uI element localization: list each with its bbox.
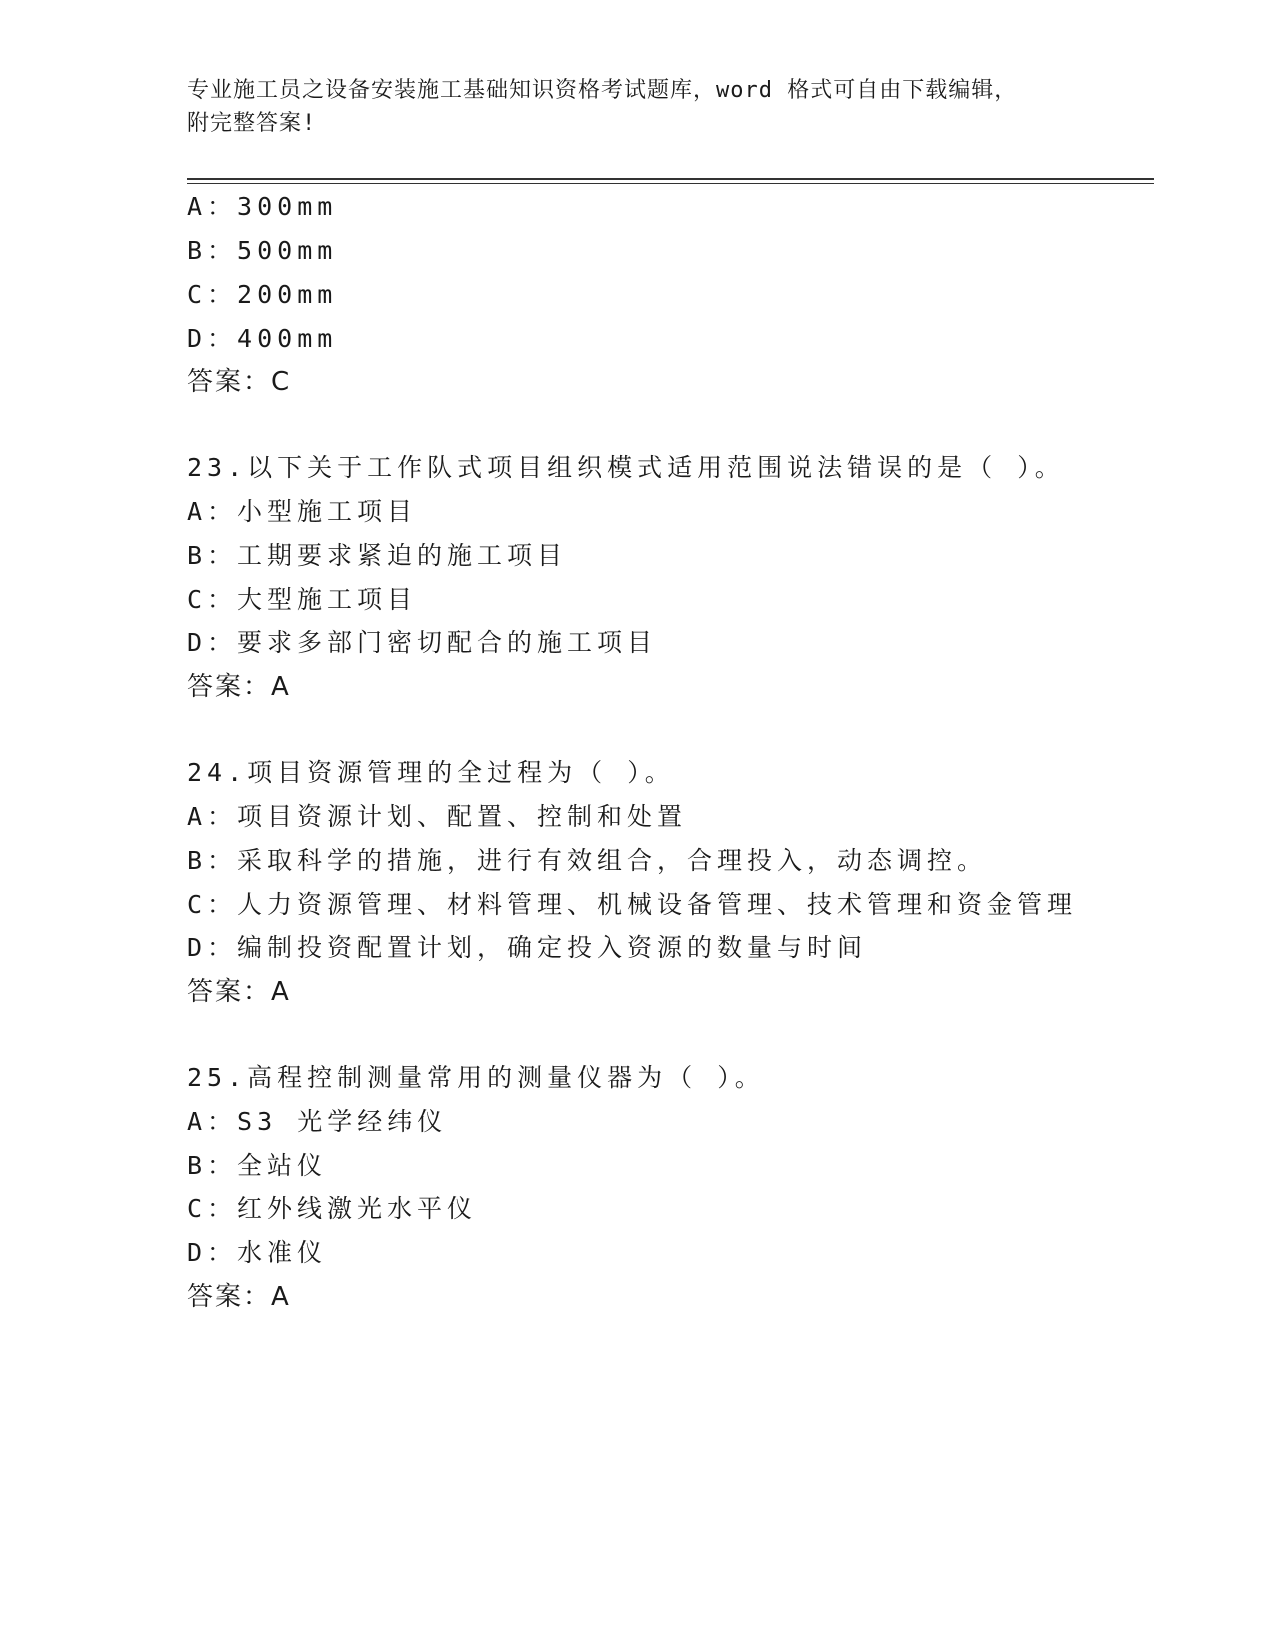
option-a: A：S3 光学经纬仪 — [187, 1107, 448, 1136]
option-c: C：人力资源管理、材料管理、机械设备管理、技术管理和资金管理 — [187, 890, 1078, 919]
answer: 答案：A — [187, 672, 291, 702]
header-divider-thick — [187, 178, 1154, 180]
option-d: D：要求多部门密切配合的施工项目 — [187, 628, 658, 657]
option-a: A：小型施工项目 — [187, 497, 418, 526]
option-d: D：编制投资配置计划，确定投入资源的数量与时间 — [187, 933, 868, 962]
answer: 答案：C — [187, 367, 292, 397]
header-title-line1: 专业施工员之设备安装施工基础知识资格考试题库，word 格式可自由下载编辑， — [187, 78, 1018, 103]
option-c: C：大型施工项目 — [187, 585, 418, 614]
question-text: 23.以下关于工作队式项目组织模式适用范围说法错误的是（ ）。 — [187, 453, 1065, 482]
option-c: C：红外线激光水平仪 — [187, 1194, 478, 1223]
question-text: 24.项目资源管理的全过程为（ ）。 — [187, 758, 675, 787]
option-d: D：400mm — [187, 324, 338, 353]
header-divider-thin — [187, 183, 1154, 184]
option-b: B：全站仪 — [187, 1151, 328, 1180]
option-b: B：工期要求紧迫的施工项目 — [187, 541, 568, 570]
answer: 答案：A — [187, 1282, 291, 1312]
question-text: 25.高程控制测量常用的测量仪器为（ ）。 — [187, 1063, 765, 1092]
answer: 答案：A — [187, 977, 291, 1007]
option-b: B：500mm — [187, 236, 338, 265]
option-c: C：200mm — [187, 280, 338, 309]
option-a: A：项目资源计划、配置、控制和处置 — [187, 802, 688, 831]
header-title-line2: 附完整答案! — [187, 111, 317, 136]
option-a: A：300mm — [187, 192, 338, 221]
option-d: D：水准仪 — [187, 1238, 328, 1267]
document-header — [187, 74, 1067, 140]
option-b: B：采取科学的措施，进行有效组合，合理投入，动态调控。 — [187, 846, 988, 875]
